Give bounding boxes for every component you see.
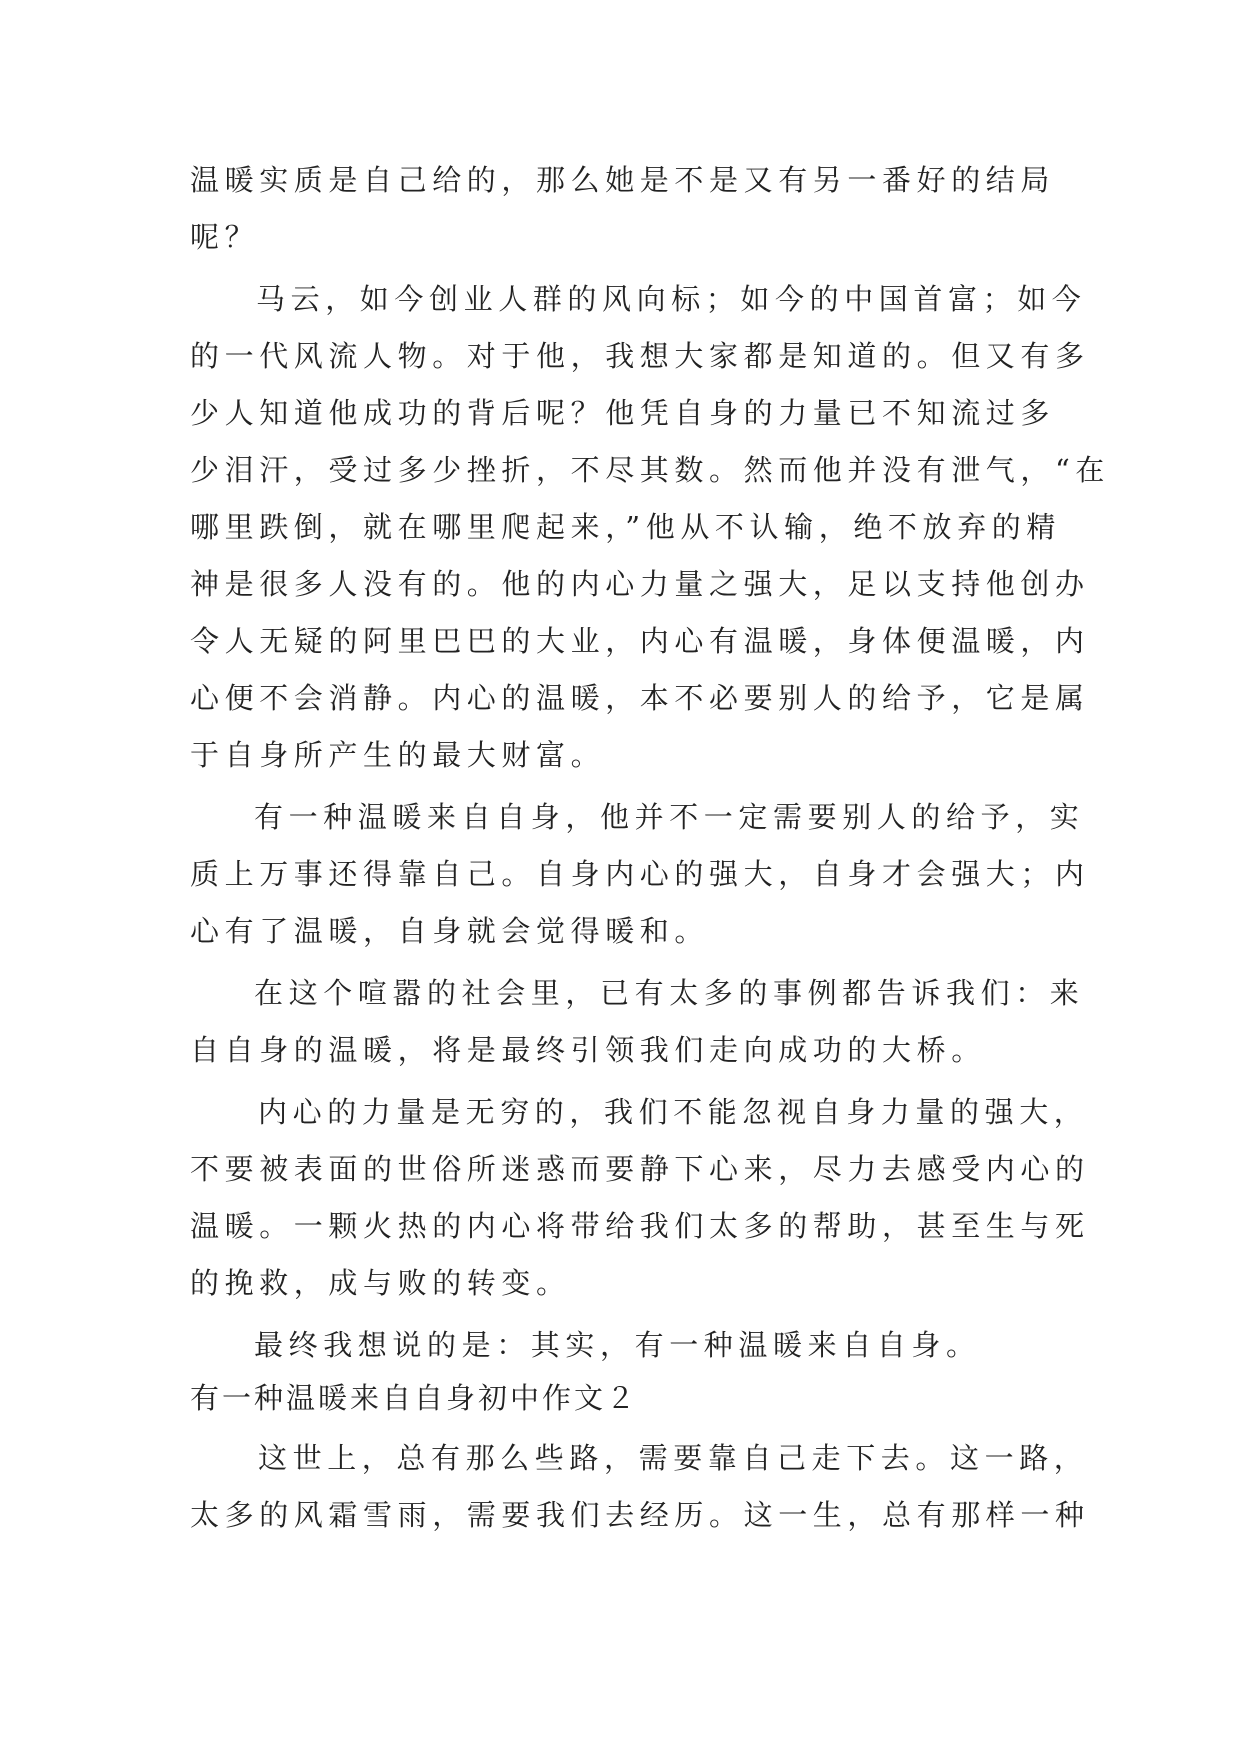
text-line: 的一代风流人物。对于他，我想大家都是知道的。但又有多 [190,339,1090,373]
paragraph-first-line: 马云，如今创业人群的风向标；如今的中国首富；如今 [256,282,1087,316]
text-line: 太多的风霜雪雨，需要我们去经历。这一生，总有那样一种 [190,1498,1090,1532]
paragraph-first-line: 有一种温暖来自自身，他并不一定需要别人的给予，实 [254,800,1085,834]
text-line: 温暖实质是自己给的，那么她是不是又有另一番好的结局 [190,163,1056,197]
text-line: 神是很多人没有的。他的内心力量之强大，足以支持他创办 [190,567,1090,601]
section-heading: 有一种温暖来自自身初中作文２ [190,1381,639,1415]
paragraph-first-line: 最终我想说的是：其实，有一种温暖来自自身。 [254,1328,981,1362]
text-line: 温暖。一颗火热的内心将带给我们太多的帮助，甚至生与死 [190,1209,1090,1243]
text-line: 质上万事还得靠自己。自身内心的强大，自身才会强大；内 [190,857,1090,891]
text-line: 令人无疑的阿里巴巴的大业，内心有温暖，身体便温暖，内 [190,624,1090,658]
paragraph-first-line: 这世上，总有那么些路，需要靠自己走下去。这一路， [258,1441,1089,1475]
text-line: 心有了温暖，自身就会觉得暖和。 [190,914,710,948]
paragraph-first-line: 在这个喧嚣的社会里，已有太多的事例都告诉我们：来 [254,976,1085,1010]
text-line: 少泪汗，受过多少挫折，不尽其数。然而他并没有泄气，“在 [190,453,1111,487]
text-line: 心便不会消静。内心的温暖，本不必要别人的给予，它是属 [190,681,1090,715]
text-line: 不要被表面的世俗所迷惑而要静下心来，尽力去感受内心的 [190,1152,1090,1186]
paragraph-first-line: 内心的力量是无穷的，我们不能忽视自身力量的强大， [258,1095,1089,1129]
text-line: 于自身所产生的最大财富。 [190,738,606,772]
text-line: 少人知道他成功的背后呢？他凭自身的力量已不知流过多 [190,396,1056,430]
text-line: 的挽救，成与败的转变。 [190,1266,571,1300]
text-line: 自自身的温暖，将是最终引领我们走向成功的大桥。 [190,1033,986,1067]
text-line: 呢？ [190,220,260,254]
text-line: 哪里跌倒，就在哪里爬起来，”他从不认输，绝不放弃的精 [190,510,1061,544]
